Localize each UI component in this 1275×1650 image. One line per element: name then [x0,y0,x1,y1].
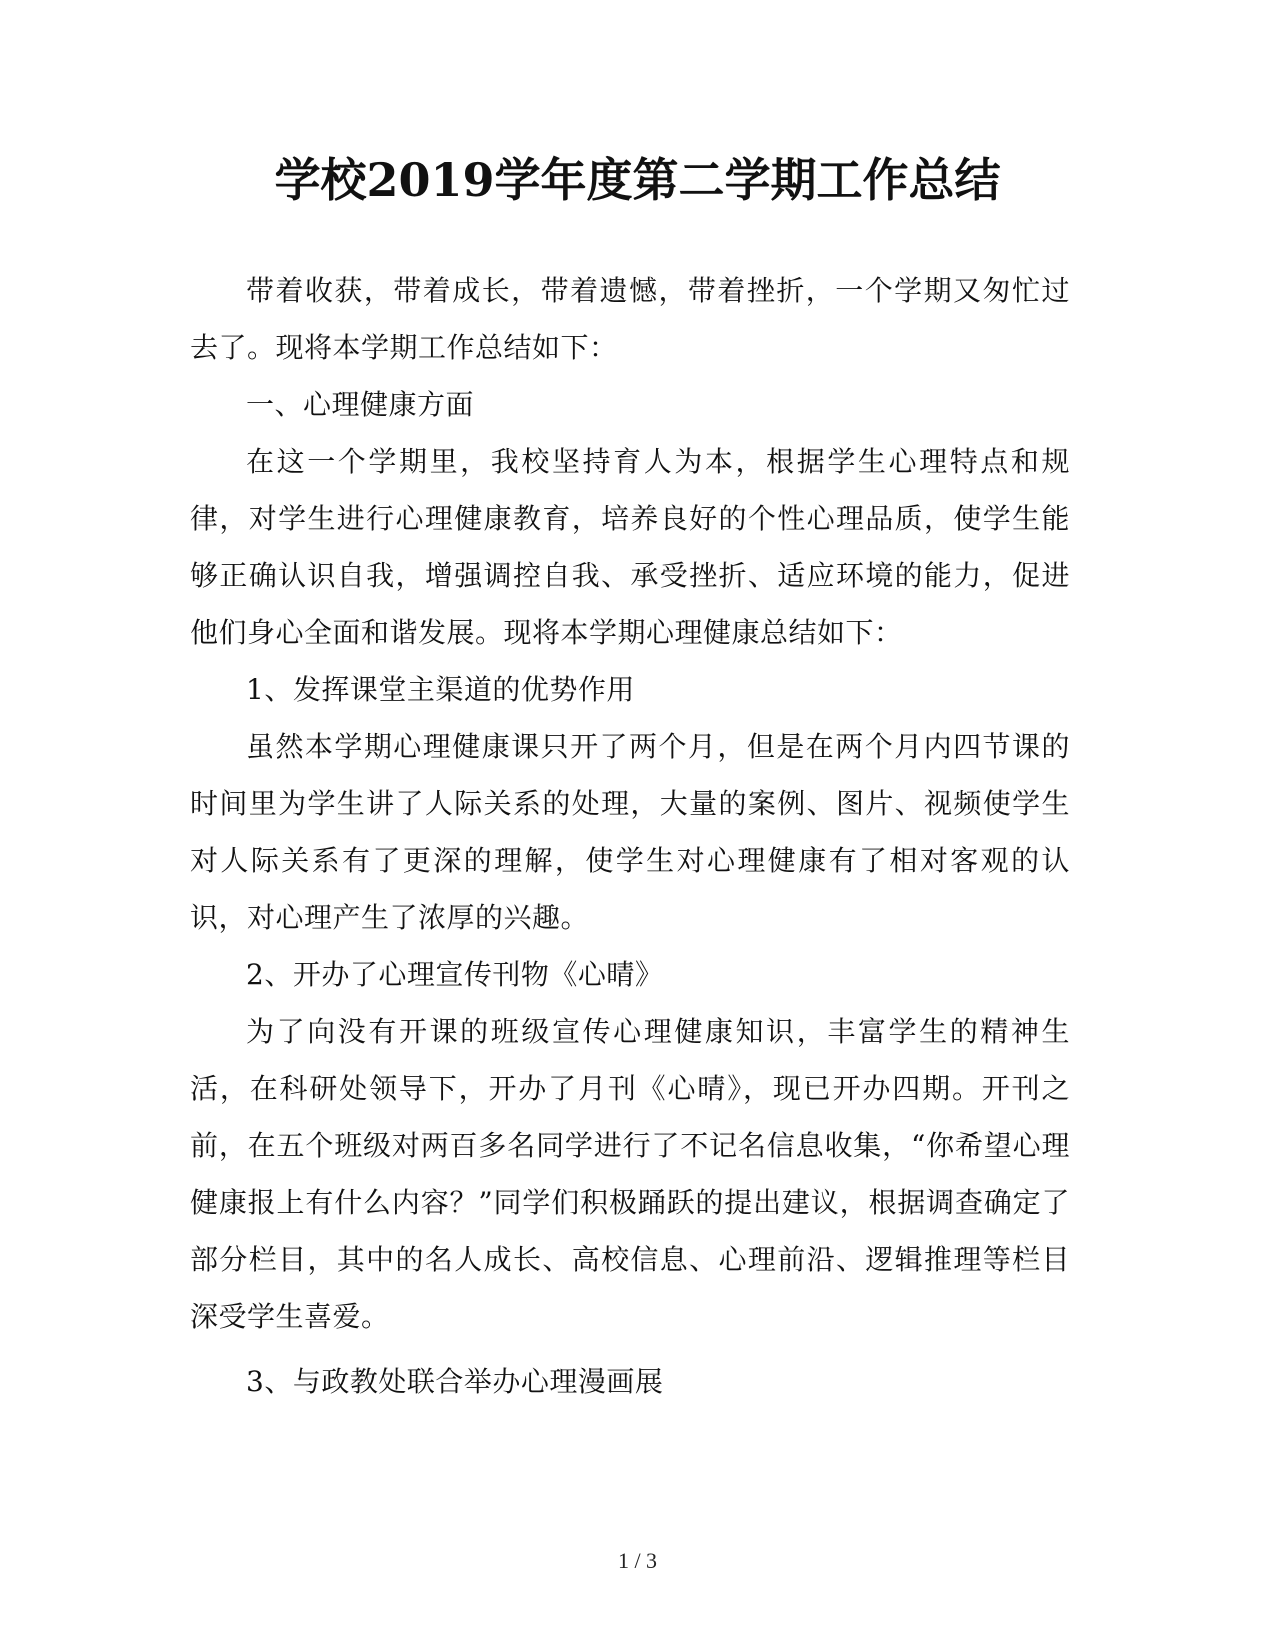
paragraph-classroom: 虽然本学期心理健康课只开了两个月，但是在两个月内四节课的时间里为学生讲了人际关系的处理，大量的案例、图片、视频使学生对人际关系有了更深的理解，使学生对心理健康有了相对客观的认识，对心理产生了浓厚的兴趣。 [190,730,1070,934]
page-number: 1 / 3 [617,1548,658,1573]
paragraph-mental-health-overview: 在这一个学期里，我校坚持育人为本，根据学生心理特点和规律，对学生进行心理健康教育，培养良好的个性心理品质，使学生能够正确认识自我，增强调控自我、承受挫折、适应环境的能力，促进他们身心全面和谐发展。现将本学期心理健康总结如下： [190,445,1070,649]
subheading-publication: 2、开办了心理宣传刊物《心晴》 [246,958,664,991]
subheading-classroom: 1、发挥课堂主渠道的优势作用 [246,673,635,706]
section-heading-mental-health: 一、心理健康方面 [246,388,475,421]
document-body [190,262,1070,1410]
document-title: 学校2019学年度第二学期工作总结 [274,153,1001,207]
paragraph-publication: 为了向没有开课的班级宣传心理健康知识，丰富学生的精神生活，在科研处领导下，开办了月刊《心晴》，现已开办四期。开刊之前，在五个班级对两百多名同学进行了不记名信息收集，“你希望心理健康报上有什么内容？”同学们积极踊跃的提出建议，根据调查确定了部分栏目，其中的名人成长、高校信息、心理前沿、逻辑推理等栏目深受学生喜爱。 [190,1015,1070,1333]
subheading-comic-exhibition: 3、与政教处联合举办心理漫画展 [246,1365,664,1398]
paragraph-intro: 带着收获，带着成长，带着遗憾，带着挫折，一个学期又匆忙过去了。现将本学期工作总结如下： [190,274,1070,364]
